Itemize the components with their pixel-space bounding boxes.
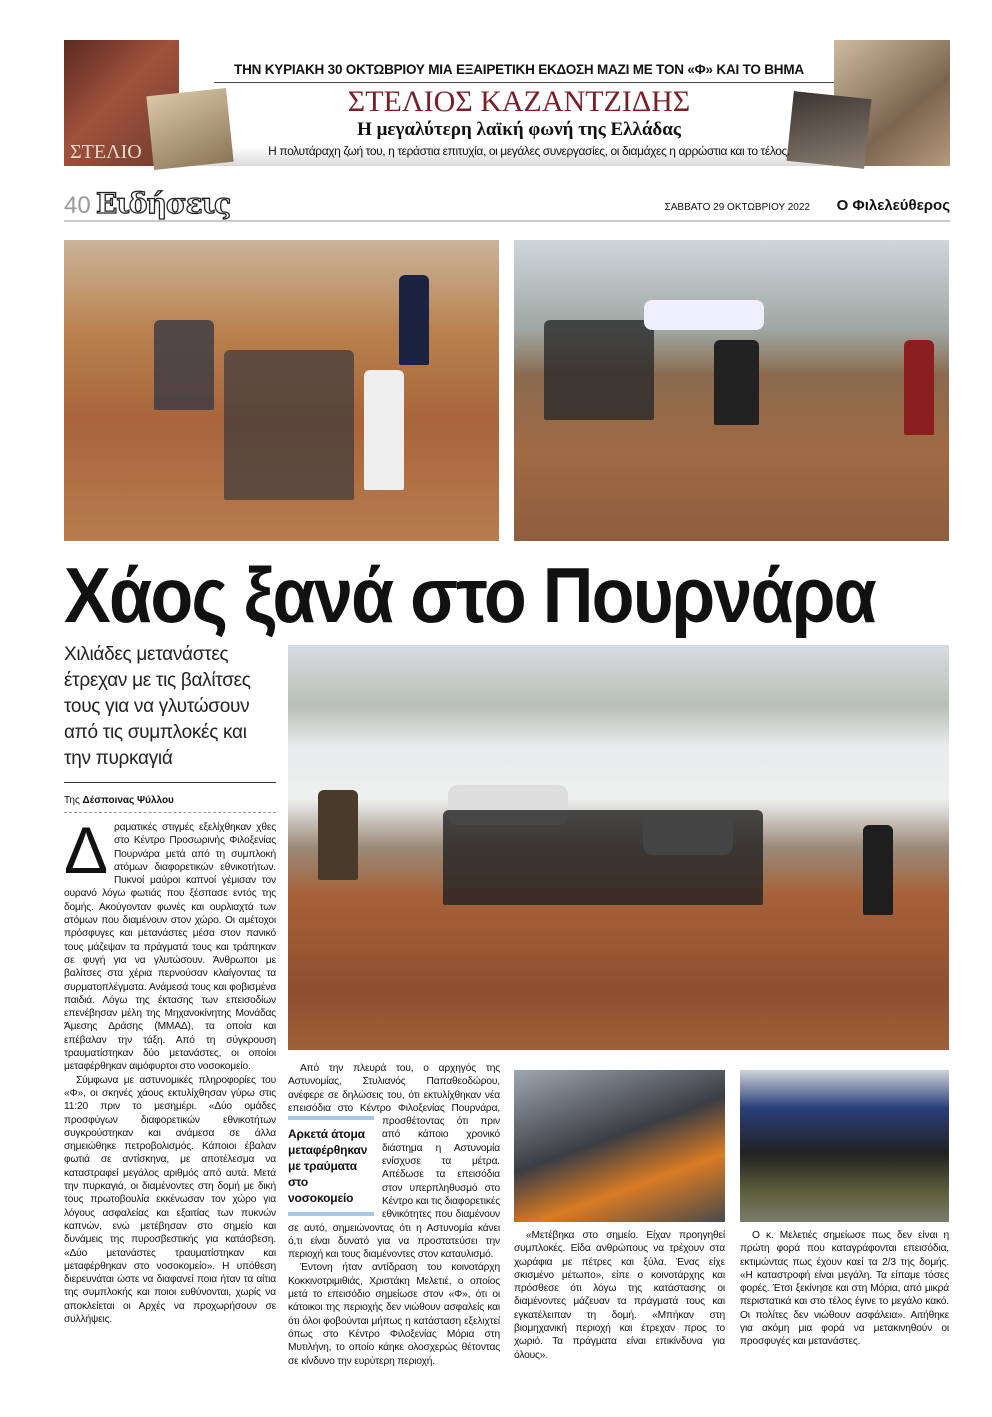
photo-running-migrants [514, 240, 949, 541]
article-column-3 [514, 1229, 725, 1362]
headline: Χάος ξανά στο Πουρνάρα [64, 551, 875, 639]
banner-divider [214, 82, 834, 83]
banner-title: ΣΤΕΛΙΟΣ ΚΑΖΑΝΤΖΙΔΗΣ [347, 85, 691, 118]
banner-subtitle: Η μεγαλύτερη λαϊκή φωνή της Ελλάδας [357, 119, 681, 140]
article-column-1 [64, 813, 276, 1326]
article-column-4 [740, 1229, 949, 1349]
book-cover-text: ΣΤΕΛΙΟ [70, 141, 142, 163]
issue-date: ΣΑΒΒΑΤΟ 29 ΟΚΤΩΒΡΙΟΥ 2022 [664, 202, 810, 213]
photo-riot-police [740, 1070, 949, 1222]
section-title: Ειδήσεις [96, 187, 231, 220]
paragraph: Σύμφωνα με αστυνομικές πληροφορίες του «Φ», οι σκηνές χάους εκτυλίχθησαν γύρω στις 11:20 πριν το μεσημέρι. «Δύο ομάδες προσφύγων διαφορετικών εθνικοτήτων συγκρούστηκαν και ανάμεσα σε άλλα σημειώθηκε πετροβολισμός. Κάποιοι έβαλαν φωτιά σε αντίσκηνα, με αποτέλεσμα να καταστραφεί μεγάλος αριθμός από αυτά. Μετά την πυρκαγιά, οι διαμένοντες στη δομή με δική τους πρωτοβουλία εκκένωσαν τον χώρο για λόγους ασφαλείας και εξαιτίας των πυκνών καπνών, ενώ μετέβησαν στο σημείο και δυνάμεις της πυροσβεστικής για κατάσβεση. «Δύο μετανάστες τραυματίστηκαν και μεταφέρθηκαν στο νοσοκομείο». Η υπόθεση διερευνάται ώστε να διαφανεί ποια ήταν τα αίτια της συμπλοκής και ποιοι ευθύνονται, χωρίς να αποκλείεται οι Αρχές να προχωρήσουν σε συλλήψεις. [64, 1074, 276, 1325]
left-column [64, 642, 276, 1326]
byline-prefix: Της [64, 795, 83, 806]
byline [64, 795, 276, 813]
paragraph [64, 813, 276, 1074]
standfirst: Χιλιάδες μετανάστες έτρεχαν με τις βαλίτσες τους για να γλυτώσουν από τις συμπλοκές και την πυρκαγιά [64, 642, 276, 783]
page-number: 40 [64, 192, 91, 219]
article-column-2 [288, 1062, 500, 1368]
author-name: Δέσποινας Ψύλλου [82, 795, 174, 806]
advertisement-banner [64, 40, 950, 166]
paragraph: Από την πλευρά του, ο αρχηγός της Αστυνομίας, Στυλιανός Παπαθεοδώρου, ανέφερε σε δηλώσεις του, ότι εκτυλίχθηκαν νέα επεισόδια στο Κέντρο Φιλοξενίας Πουρνάρα, προσθέτοντας ότι πριν από κάποιο χρονικό διάστημα η Αστυνομία ενίσχυσε τα μέτρα. Απέδωσε τα επεισόδια στον υπερπληθυσμό στο Κέντρο και τις διαφορετικές εθνικότητες που διαμένουν σε αυτό, σημειώνοντας ότι η Αστυνομία κάνει ό,τι είναι δυνατό για να προστατεύσει την περιοχή και τους διαμένοντες στον καταυλισμό. [288, 1063, 500, 1261]
banner-description: Η πολυτάραχη ζωή του, η τεράστια επιτυχία, οι μεγάλες συνεργασίες, οι διαμάχες η αρρώστια και το τέλος. [268, 144, 790, 158]
page-header [64, 187, 950, 222]
newspaper-logo: Ο Φιλελεύθερος [836, 197, 950, 214]
paragraph-text: ραματικές στιγμές εξελίχθηκαν χθες στο Κέντρο Προσωρινής Φιλοξενίας Πουρνάρα μετά από τη συμπλοκή ατόμων διαφορετικών εθνικοτήτων. Πυκνοί μαύροι καπνοί γέμισαν τον ουρανό λόγω φωτιάς που ξέσπασε εντός της δομής. Ακούγονταν φωνές και ουρλιαχτά των ατόμων που διαμένουν στον χώρο. Οι αμέτοχοι πρόσφυγες και μετανάστες μέσα στον πανικό τους μάζεψαν τα πράγματά τους και τράπηκαν σε φυγή για να γλυτώσουν. Άνθρωποι με βαλίτσες στα χέρια περνούσαν κλαίγοντας τα συρματοπλέγματα. Ανάμεσά τους και φοβισμένα παιδιά. Λόγω της έκτασης των επεισοδίων επενέβησαν μέλη της Μηχανοκίνητης Μονάδας Άμεσης Δράσης (ΜΜΑΔ), τα οποία και επέβαλαν την τάξη. Από τη σύγκρουση τραυματίστηκαν δύο μετανάστες, οι οποίοι μεταφέρθηκαν αιμόφυρτοι στο νοσοκομείο. [64, 822, 276, 1073]
photo-migrants-running-camp [288, 645, 949, 1050]
banner-announcement: ΤΗΝ ΚΥΡΙΑΚΗ 30 ΟΚΤΩΒΡΙΟΥ ΜΙΑ ΕΞΑΙΡΕΤΙΚΗ ΕΚΔΟΣΗ ΜΑΖΙ ΜΕ ΤΟΝ «Φ» ΚΑΙ ΤΟ ΒΗΜΑ [234, 62, 804, 77]
paragraph: Ο κ. Μελετιές σημείωσε πως δεν είναι η πρώτη φορά που καταγράφονται επεισόδια, εκτιμώντας πως έχουν καεί τα 2/3 της δομής. «Η καταστροφή είναι μεγάλη. Τα είπαμε τόσες φορές. Έτσι ξεκίνησε και στη Μόρια, από μικρά περιστατικά και στο τέλος έγινε το μεγάλο κακό. Οι πολίτες δεν νιώθουν ασφάλεια». Αιτήθηκε για ακόμη μια φορά να μετακινηθούν οι προσφυγές και μετανάστες. [740, 1230, 949, 1348]
paragraph: Έντονη ήταν αντίδραση του κοινοτάρχη Κοκκινοτριμιθιάς, Χριστάκη Μελετιέ, ο οποίος μετά το επεισόδιο σημείωσε στον «Φ», ότι οι κάτοικοι της περιοχής δεν νιώθουν ασφαλείς και ότι όλοι φοβούνται μήπως η κατάσταση εξελιχτεί όπως στο Κέντρο Φιλοξενίας Μόρια στη Μυτιλήνη, το οποίο κάηκε ολοσχερώς θέτοντας σε κίνδυνο την ευρύτερη περιοχή. [288, 1262, 500, 1367]
pull-quote: Αρκετά άτομα μεταφέρθηκαν με τραύματα στο νοσοκομείο [288, 1116, 374, 1216]
drop-cap: Δ [64, 813, 108, 887]
photo-migrants-with-bags [64, 240, 499, 541]
paragraph: «Μετέβηκα στο σημείο. Είχαν προηγηθεί συμπλοκές. Είδα ανθρώπους να τρέχουν στα χωράφια με πέτρες και ξύλα. Ένας είχε σκισμένο μέτωπο», είπε ο κοινοτάρχης και πρόσθεσε ότι λόγω της κατάστασης οι διαμένοντες μάζευαν τα πράγματά τους και εγκατέλειπαν τη δομή. «Μπήκαν στη βιομηχανική περιοχή και έτρεχαν προς το χωριό. Τα πράγματα είναι επικίνδυνα για όλους». [514, 1230, 725, 1361]
photo-man-carrying-suitcase [514, 1070, 725, 1222]
